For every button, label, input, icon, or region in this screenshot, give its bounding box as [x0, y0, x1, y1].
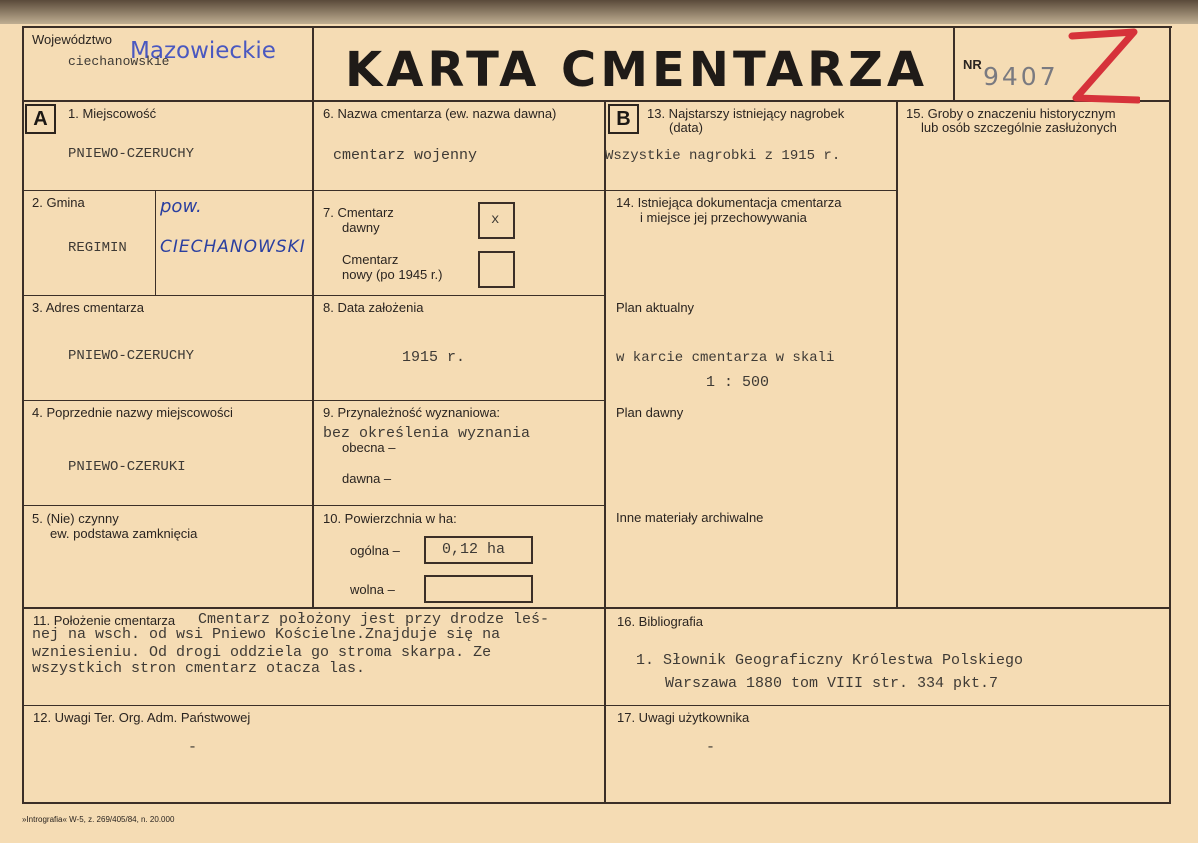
field-4-value: PNIEWO-CZERUKI	[68, 459, 186, 475]
field-10-label: 10. Powierzchnia w ha:	[323, 511, 457, 526]
field-2-value: REGIMIN	[68, 240, 127, 256]
field-7-new-2: nowy (po 1945 r.)	[342, 267, 443, 282]
field-3-label: 3. Adres cmentarza	[32, 300, 144, 315]
frame-bottom	[22, 802, 1171, 804]
field-7-old-checkbox	[478, 202, 515, 239]
field-3-value: PNIEWO-CZERUCHY	[68, 348, 195, 364]
row-line	[22, 505, 606, 506]
col-divider-2	[604, 100, 606, 802]
field-9-current: obecna –	[342, 440, 396, 455]
field-11-line-4: wszystkich stron cmentarz otacza las.	[32, 660, 366, 677]
col-divider-3	[896, 100, 898, 609]
field-2-handwritten-pow: pow.	[160, 196, 202, 217]
field-7-new-checkbox	[478, 251, 515, 288]
field-14-label-2: i miejsce jej przechowywania	[640, 210, 807, 225]
field-7-label: 7. Cmentarz	[323, 205, 394, 220]
section-b-box: B	[608, 104, 639, 134]
printer-footer: »Intrografia« W-5, z. 269/405/84, n. 20.000	[22, 815, 175, 824]
field-17-label: 17. Uwagi użytkownika	[617, 710, 750, 725]
voivodeship-stamp: Mazowieckie	[130, 38, 276, 64]
field-9-former: dawna –	[342, 471, 392, 486]
field-16-line-1: 1. Słownik Geograficzny Królestwa Polskiego	[636, 652, 1024, 669]
field-11-line-3: wzniesieniu. Od drogi oddziela go stroma skarpa. Ze	[32, 644, 492, 661]
frame-left	[22, 26, 24, 804]
plan-current-value: w karcie cmentarza w skali	[616, 350, 835, 366]
frame-top	[22, 26, 1172, 28]
field-2-handwritten-county: CIECHANOWSKI	[160, 237, 306, 257]
field-11-label: 11. Położenie cmentarza	[33, 613, 176, 628]
voivodeship-label: Województwo	[32, 32, 112, 47]
field-11-line-1: Cmentarz położony jest przy drodze leś-	[198, 611, 550, 628]
card-top-edge	[0, 0, 1198, 24]
field-5-label: 5. (Nie) czynny	[32, 511, 119, 526]
row-line	[22, 190, 606, 191]
field-1-value: PNIEWO-CZERUCHY	[68, 146, 195, 162]
field-2-label: 2. Gmina	[32, 195, 85, 210]
field-16-line-2: Warszawa 1880 tom VIII str. 334 pkt.7	[665, 675, 999, 692]
field-14-label: 14. Istniejąca dokumentacja cmentarza	[616, 195, 842, 210]
field-12-label: 12. Uwagi Ter. Org. Adm. Państwowej	[33, 710, 251, 725]
field-9-value: bez określenia wyznania	[323, 425, 531, 442]
nr-value: 9407	[983, 62, 1059, 91]
field-10-total-value: 0,12 ha	[442, 541, 506, 558]
field-4-label: 4. Poprzednie nazwy miejscowości	[32, 405, 233, 420]
field-9-label: 9. Przynależność wyznaniowa:	[323, 405, 501, 420]
col-divider-1	[312, 26, 314, 609]
header-divider	[22, 100, 1171, 102]
field-5-label-2: ew. podstawa zamknięcia	[50, 526, 198, 541]
plan-current-scale: 1 : 500	[706, 374, 770, 391]
field-6-value: cmentarz wojenny	[333, 147, 478, 164]
field-8-value: 1915 r.	[402, 349, 466, 366]
voivodeship-typed: ciechanowskie	[68, 54, 170, 69]
archive-materials-label: Inne materiały archiwalne	[616, 510, 764, 525]
field-10-total-label: ogólna –	[350, 543, 400, 558]
row-line	[22, 400, 606, 401]
field-7-old: dawny	[342, 220, 380, 235]
section-a-box: A	[25, 104, 56, 134]
row-line	[22, 295, 606, 296]
field-10-free-box	[424, 575, 533, 603]
nr-divider	[953, 26, 955, 102]
field-7-old-mark: x	[491, 212, 500, 228]
field-13-value: Wszystkie nagrobki z 1915 r.	[605, 148, 841, 164]
frame-right	[1169, 26, 1171, 804]
row-line	[22, 705, 1171, 706]
plan-current-label: Plan aktualny	[616, 300, 695, 315]
nr-label: NR	[963, 57, 982, 72]
field-13-label: 13. Najstarszy istniejący nagrobek	[647, 106, 845, 121]
field-13-label-2: (data)	[669, 120, 703, 135]
plan-old-label: Plan dawny	[616, 405, 684, 420]
row-line-thick	[22, 607, 1171, 609]
field-10-total-box	[424, 536, 533, 564]
field-16-label: 16. Bibliografia	[617, 614, 703, 629]
field-17-value: -	[706, 739, 716, 756]
field-15-label: 15. Groby o znaczeniu historycznym	[906, 106, 1116, 121]
category-z-mark	[1068, 28, 1140, 108]
field-10-free-label: wolna –	[350, 582, 395, 597]
field-15-label-2: lub osób szczególnie zasłużonych	[921, 120, 1117, 135]
field-7-new: Cmentarz	[342, 252, 399, 267]
field-12-value: -	[188, 739, 198, 756]
field-1-label: 1. Miejscowość	[68, 106, 157, 121]
field-11-line-2: nej na wsch. od wsi Pniewo Kościelne.Znajduje się na	[32, 626, 501, 643]
field-8-label: 8. Data założenia	[323, 300, 424, 315]
field-2-divider	[155, 190, 156, 295]
field-6-label: 6. Nazwa cmentarza (ew. nazwa dawna)	[323, 106, 557, 121]
row-line	[604, 190, 898, 191]
card-title: KARTA CMENTARZA	[345, 42, 929, 98]
